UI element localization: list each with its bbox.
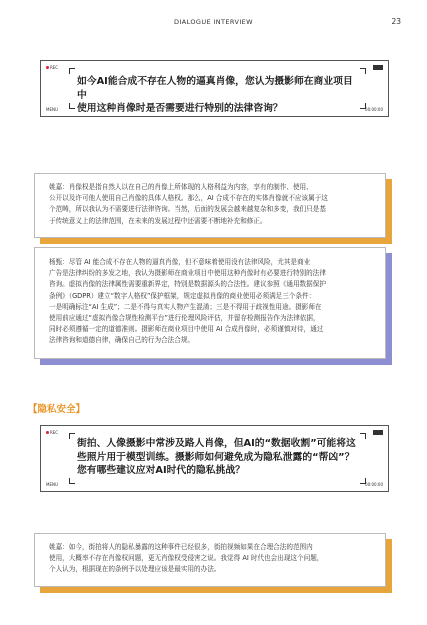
answer-line: 广告是法律纠纷的多发之地，我认为摄影师在商业项目中使用这种肖像时有必要进行特别的法律 — [49, 269, 326, 278]
answer-block-1 — [34, 173, 386, 238]
answer-text — [34, 533, 386, 587]
question-line: 如今AI能合成不存在人物的逼真肖像，您认为摄影师在商业项目中 — [77, 76, 353, 101]
menu-label: MENU — [46, 482, 58, 487]
answer-line: 于传统意义上的法律范围，在未来的发展过程中还需要不断地补充和修正。 — [49, 216, 267, 225]
answer-line: 个人认为，根据现在的条例予以处理应该是最实用的办法。 — [49, 565, 221, 574]
answer-block-3 — [34, 533, 386, 587]
battery-icon — [373, 430, 383, 435]
answer-block-2 — [34, 247, 386, 359]
answer-line: 条例》（GDPR）建立“数字人格权”保护框架，规定虚拟肖像的商业使用必须满足三个条件： — [49, 291, 316, 300]
question-line: 您有哪些建议应对AI时代的隐私挑战？ — [77, 465, 245, 476]
crop-corner-icon — [360, 68, 366, 74]
crop-corner-icon — [69, 103, 75, 109]
menu-label: MENU — [46, 107, 58, 112]
answer-line: 个范畴，所以我认为不需要进行法律咨询。当然，后面的发展会越来越复杂和多变，我们只是基 — [49, 205, 326, 214]
question-line: 街拍、人像摄影中常涉及路人肖像，但AI的“数据收割”可能将这 — [77, 438, 356, 449]
crop-corner-icon — [360, 433, 366, 439]
answer-line: 咨询。虚拟肖像的法律属性需要重新界定，特别是数据源头的合法性。建议参照《通用数据保护 — [49, 280, 326, 289]
battery-icon — [373, 65, 383, 70]
question-text — [77, 75, 358, 116]
answer-line: 同时必须遵循一定的道德准则。摄影师在商业项目中使用 AI 合成肖像时，必须谨慎对待，通过 — [49, 325, 324, 334]
page-number: 23 — [391, 17, 401, 26]
answer-line: 法律咨询和道德自律，确保自己的行为合法合规。 — [49, 336, 195, 345]
answer-text — [34, 173, 386, 238]
question-card-2 — [40, 425, 389, 492]
question-card-1 — [40, 60, 389, 117]
section-title: 【隐私安全】 — [28, 404, 86, 415]
rec-indicator: REC — [46, 65, 58, 70]
crop-corner-icon — [69, 433, 75, 439]
answer-line: 一是明确标注“AI 生成”；二是不得与真实人物产生混淆；三是不得用于歧视性用途。摄影师在 — [49, 302, 322, 311]
question-line: 些照片用于模型训练。摄影师如何避免成为隐私泄露的“帮凶”？ — [77, 451, 355, 463]
answer-line: 公开以及许可他人使用自己肖像的具体人格权。那么，AI 合成不存在的实体肖像就不应该属于这 — [49, 194, 328, 203]
question-line: 使用这种肖像时是否需要进行特别的法律咨询？ — [77, 103, 283, 114]
answer-line: 姚嘉：肖像权是指自然人以在自己的肖像上所体现的人格利益为内容，享有的制作、使用、 — [49, 183, 313, 191]
timecode: 00:00:00 — [365, 107, 383, 112]
rec-indicator: REC — [46, 430, 58, 435]
crop-corner-icon — [69, 68, 75, 74]
answer-line: 使用，大概率不存在肖像权问题，更无肖像权受侵害之说。我觉得 AI 时代也会出现这个问题， — [49, 554, 324, 563]
answer-text — [34, 247, 386, 359]
answer-line: 使用前应通过“虚拟肖像合规性检测平台”进行伦理风险评估，并留存检测报告作为法律依据， — [49, 314, 320, 323]
timecode: 00:00:00 — [365, 482, 383, 487]
question-text — [77, 437, 358, 478]
answer-line: 姚嘉：如今，街拍将人的隐私暴露的这种事件已经很多，街拍视频如果在合理合法的范围内 — [49, 543, 313, 551]
header-title: DIALOGUE INTERVIEW — [174, 18, 253, 26]
answer-line: 杨甄：尽管 AI 能合成不存在人物的逼真肖像，但不意味着使用没有法律风险，尤其是商业 — [49, 258, 311, 266]
crop-corner-icon — [69, 478, 75, 484]
